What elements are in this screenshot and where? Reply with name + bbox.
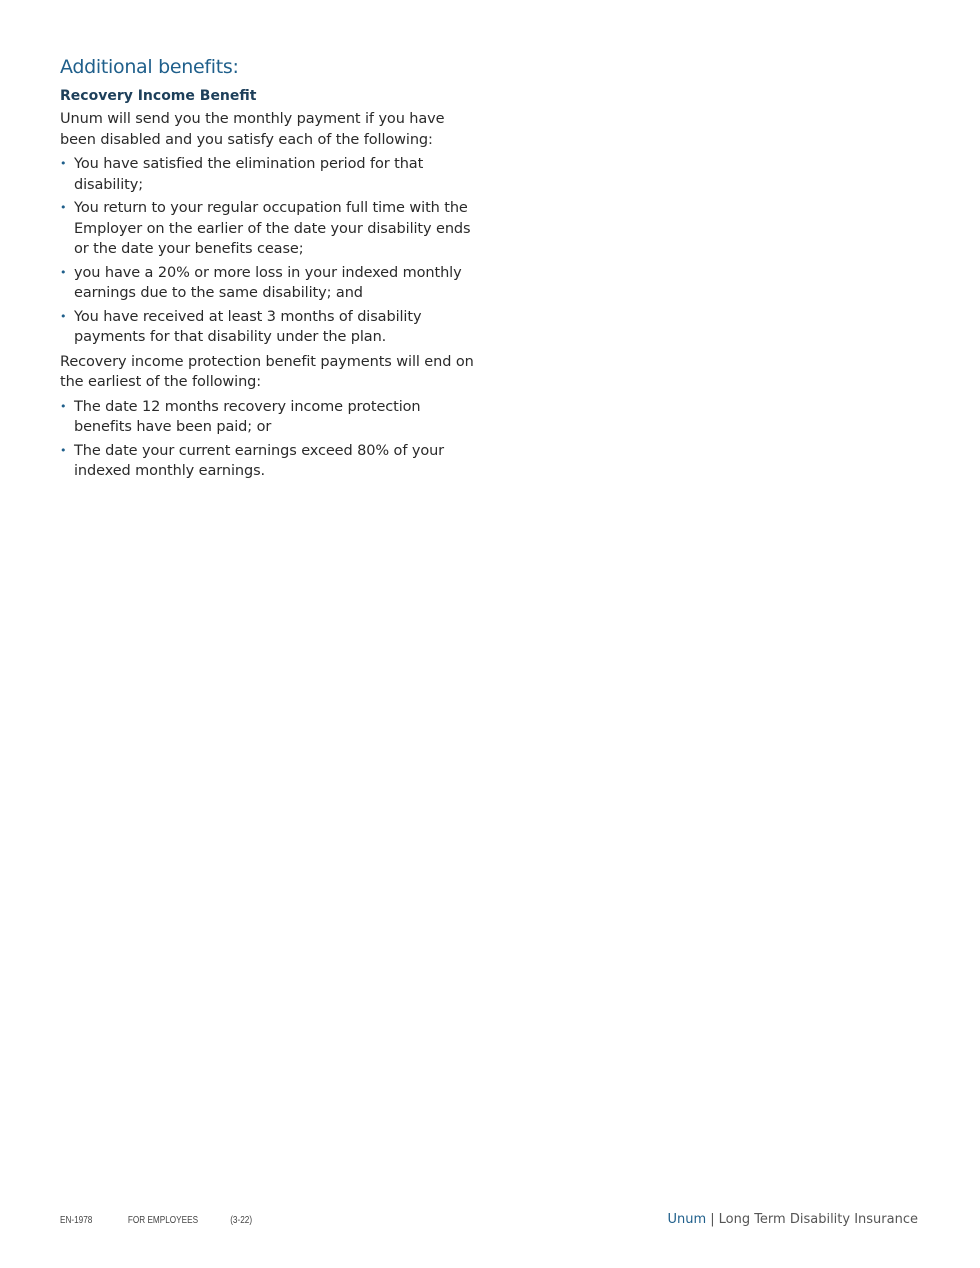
footer-separator: | <box>710 1212 715 1227</box>
list-item: • The date 12 months recovery income protection benefits have been paid; or <box>60 398 421 435</box>
bullet-icon: • <box>60 157 67 170</box>
section-heading: Additional benefits: <box>60 56 239 78</box>
end-intro-paragraph: Recovery income protection benefit payments will end on the earliest of the following: <box>60 353 474 390</box>
bullet-icon: • <box>60 309 67 323</box>
product-name: Long Term Disability Insurance <box>718 1212 918 1227</box>
form-date: (3-22) <box>230 1215 253 1226</box>
list-item: • You return to your regular occupation full time with the Employer on the earlier of the date your disability ends or the date your benefits cease; <box>60 200 471 257</box>
form-audience: FOR EMPLOYEES <box>127 1215 199 1226</box>
form-code: EN-1978 <box>60 1215 93 1226</box>
end-conditions-list <box>60 397 480 482</box>
main-content <box>60 56 480 486</box>
footer-form-info <box>60 1215 252 1226</box>
bullet-icon: • <box>60 443 67 457</box>
bullet-icon: • <box>60 265 67 279</box>
bullet-icon: • <box>60 201 67 214</box>
bullet-icon: • <box>60 399 67 413</box>
brand-name: Unum <box>667 1212 707 1227</box>
list-item: • The date your current earnings exceed 80% of your indexed monthly earnings. <box>60 442 445 479</box>
list-item: • You have received at least 3 months of disability payments for that disability under the plan. <box>60 308 422 345</box>
list-item: • You have satisfied the elimination period for that disability; <box>60 156 424 193</box>
conditions-list <box>60 154 480 348</box>
intro-paragraph: Unum will send you the monthly payment if you have been disabled and you satisfy each of the following: <box>60 111 445 148</box>
footer-branding <box>668 1212 918 1227</box>
benefit-title: Recovery Income Benefit <box>60 88 257 104</box>
list-item: • you have a 20% or more loss in your indexed monthly earnings due to the same disability; and <box>60 264 462 301</box>
